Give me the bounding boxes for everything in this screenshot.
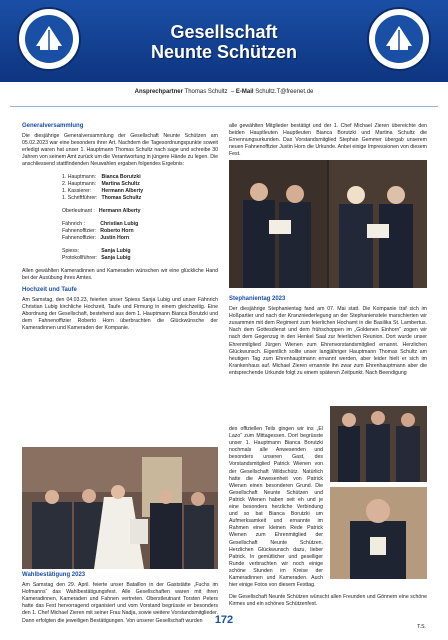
ceremony-photo-image [330, 406, 427, 482]
table-row [62, 248, 135, 255]
table-row [62, 181, 147, 188]
ceremony-photo [330, 406, 427, 482]
name-cell: Sanja Lubig [101, 247, 131, 254]
role-cell: 2. Hauptmann: [62, 180, 97, 187]
table-row [62, 195, 147, 202]
name-cell: Christian Lubig [100, 220, 139, 227]
contact-name: Thomas Schultz [184, 89, 228, 95]
paragraph: des offiziellen Teils gingen wir ins „El Lazo“ zum Mittagessen. Dort begrüsste unser 1. Hauptmann Bianca Borutzki nochmals alle Anwesenden und besonders unseren Gast, des Vorstandsmitglied Patrick Wienen von der Gesellschaft Wildschütz. Natürlich hatte die Anwesenheit von Patrick Wienen einen besonderen Grund. Die Gesellschaft Neunte Schützen und Patrick Wienen haben seit eh und je eine besonders herzliche Verbindung und so bat Bianca Borutzki um Aufmerksamkeit und ernannte im Rahmen einer kleinen Rede Patrick Wienen zum Ehrenmitglied der Gesellschaft Neunte Schützen. Herzlichen Glückwunsch dazu, lieber Patrick. In gemütlicher und geselliger Runde verbrachten wir noch einige schöne Stunden im Kreise der Kameradinnen und Kameraden. Auch hier einige Fotos von diesem Festtag. [229, 426, 323, 589]
contact-line: Ansprechpartner Thomas Schultz – E-Mail Schultz.T@freenet.de [134, 89, 314, 95]
name-cell: Thomas Schultz [101, 194, 142, 201]
role-cell: 1. Hauptmann: [62, 173, 97, 180]
table-row [62, 174, 147, 181]
table-row [62, 255, 135, 262]
right-column-mid [229, 296, 427, 382]
table-row [62, 228, 142, 235]
role-cell: Protokollführer: [62, 254, 98, 261]
officer-table [62, 208, 145, 215]
name-cell: Martina Schultz [101, 180, 140, 187]
role-cell: Fahnenoffizier: [62, 227, 97, 234]
heading-wahlbestaetigung: Wahlbestätigung 2023 [22, 572, 86, 578]
divider [10, 106, 438, 107]
right-column-narrow [229, 426, 323, 594]
awards-photos [229, 160, 427, 288]
portrait-photo-image [330, 487, 427, 579]
signature: T.S. [417, 624, 426, 630]
spiess-table [62, 248, 135, 262]
board-table [62, 174, 147, 202]
name-cell: Hermann Alberty [98, 207, 141, 214]
name-cell: Roberto Horn [100, 227, 134, 234]
name-cell: Hermann Alberty [101, 187, 144, 194]
page-title-line2: Neunte Schützen [150, 42, 297, 62]
contact-label: Ansprechpartner [134, 89, 183, 95]
paragraph: alle gewählten Mitglieder bestätigt und der 1. Chef Michael Zieren übereichte den beiden Hauptleuten Hauptleuten Bianca Borutzki und Martina Schultz die Ernennungsurkunden. Das Vorstandsmitglied Stephan Gemmer übergab unserem neuen Fahnenoffizier Justin Horn die Urkunde. Anbei einige Impressionen von diesem Fest. [229, 123, 427, 158]
paragraph: Am Samstag, den 04.03.23, feierten unser Spiess Sanja Lubig und unser Fähnrich Christian Lubig kirchliche Hochzeit, Taufe und Firmung in einem gleichzeitig. Eine Abordnung der Gesellschaft, bestehend aus dem 1. Hauptmann Bianca Borutzki und dem Fahnenoffizier Roberto Horn überbrachten die Glückwünsche der Kameradinnen und Kameraden der Kompanie. [22, 296, 218, 332]
page-header [0, 0, 448, 82]
right-column-top [229, 123, 427, 163]
email-label: E-Mail [235, 89, 254, 95]
name-cell: Justin Horn [100, 234, 130, 241]
name-cell: Bianca Borutzki [101, 173, 141, 180]
club-emblem-left [16, 6, 82, 72]
table-row [62, 221, 142, 228]
paragraph: Der diesjährige Stephanientag fand am 07. Mai statt. Die Kompanie traf sich im Hoßpartier und nach der Kranzniederlegung an der Stephanienstele marschierten wir zusammen mit dem Regiment zum feierlichen Hochamt in die Basilika St. Lambertus. Nach dem Gottesdienst und dem frühschoppen im „Goldenen Einhorn“ zogen wir nach dem Gegenzug in den Henkel Saal zur feierlichen Reunion. Dort wurde unser Ehrenmitglied Jürgen Wienen zum Ehrenvorstandsmitglied ernannt. Herzlichen Glückwunsch. Eigentlich sollte unser langjähriger Hauptmann Thomas Schultz am heutigen Tag zum Ehrenhauptmann ernannt werden, aber leider hielt er sich im Krankenhaus auf. Michael Zieren ernannte ihn zwar zum Ehrenhauptmann aber die entsprechende Urkunde folgt zu einem späteren Zeitpunkt. Nach Beendigung [229, 306, 427, 376]
role-cell: 1. Kassierer: [62, 187, 92, 194]
wedding-photo-image [22, 447, 218, 569]
name-cell: Sanja Lubig [101, 254, 131, 261]
paragraph: Allen gewählten Kameradinnen und Kameraden wünschen wir eine glückliche Hand bei der Ausübung ihres Amtes. [22, 267, 218, 281]
contact-email[interactable]: Schultz.T@freenet.de [255, 89, 314, 95]
portrait-photo [330, 487, 427, 579]
left-column [22, 123, 218, 337]
role-cell: Spiess: [62, 247, 80, 254]
heading-stephanientag: Stephanientag 2023 [229, 296, 286, 302]
club-emblem-right [366, 6, 432, 72]
paragraph: Die diesjährige Generalversammlung der Gesellschaft Neunte Schützen am 05.02.2023 war eine besonders ihrer Art. Nachdem die Tagesordnungspunkte soweit erledigt waren hat unser 1. Hauptmann Thomas Schultz nach sage und schreibe 30 Jahren von seinem Amt zurück um die Verantwortung in jüngere Hände zu legen. Die anschliessend stattfindenden Neuwahlen ergaben folgendes Ergebnis: [22, 133, 218, 168]
heading-hochzeit: Hochzeit und Taufe [22, 286, 77, 293]
table-row [62, 208, 145, 215]
flag-table [62, 221, 142, 242]
role-cell: 1. Schriftführer: [62, 194, 98, 201]
role-cell: Fähnrich : [62, 220, 86, 227]
table-row [62, 188, 147, 195]
right-column-bottom [229, 594, 427, 613]
wedding-photo [22, 447, 218, 569]
role-cell: Fahnenoffizier: [62, 234, 97, 241]
awards-photos-image [229, 160, 427, 288]
page-title-line1: Gesellschaft [170, 22, 278, 42]
table-row [62, 235, 142, 242]
heading-generalversammlung: Generalversammlung [22, 123, 84, 129]
role-cell: Oberleutnant : [62, 207, 95, 214]
paragraph: Am Samstag den 29. April. feierte unser Bataillon in der Gaststätte „Fuchs im Hofmanns“ das Wahlbestätigungsfest. Alle Gesellschaften waren mit ihren Kameradinnen, Kameraden und Fahnen vertreten. Oberstleutnant Torsten Peters hatte das Fest hervorragend organisiert und vom Vorstand begrüsste er besonders den 1. Chef Michael Zieren mit seiner Frau Nadja, sowie weitere Vorstandsmitglieder. Dann erfolgten die jeweiligen Bestätigungen. Von unserer Gesellschaft wurden [22, 582, 218, 624]
page-number: 172 [214, 614, 234, 626]
paragraph: Die Gesellschaft Neunte Schützen wünscht allen Freunden und Gönnern eine schöne Kirmes und ein schönes Schützenfest. [229, 594, 427, 608]
